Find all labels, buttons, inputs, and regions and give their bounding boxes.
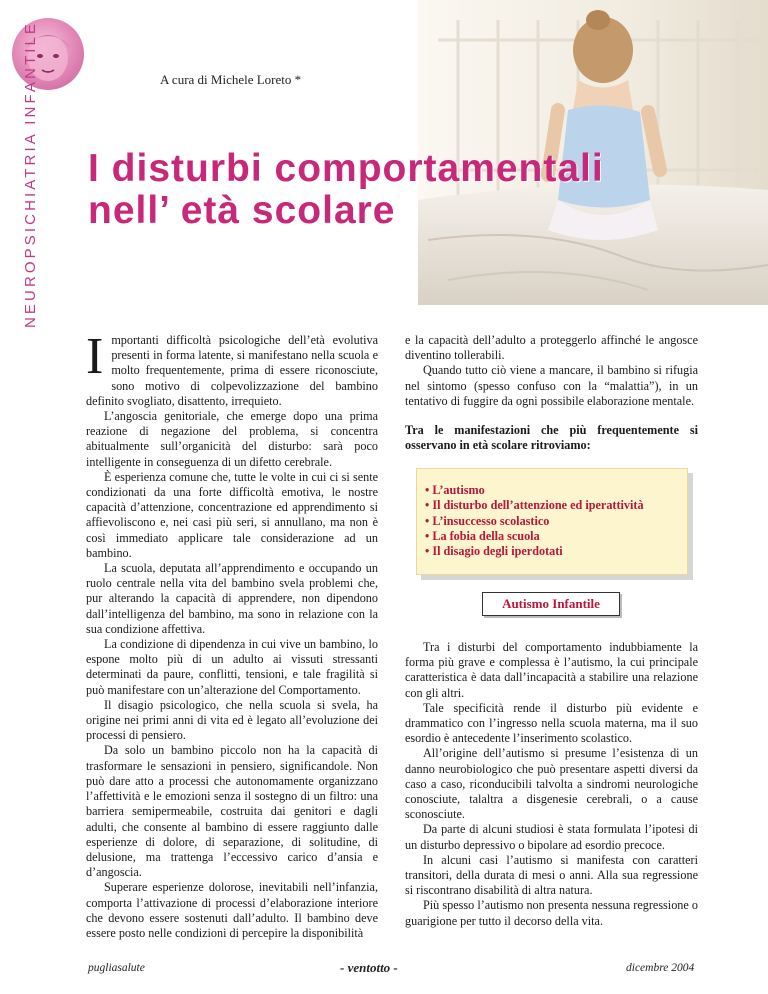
paragraph: Il disagio psicologico, che nella scuola si svela, ha origine nei primi anni di vita ed è legato all’evoluzione dei processi di pensiero. (86, 697, 378, 743)
paragraph: Da parte di alcuni studiosi è stata formulata l’ipotesi di un disturbo depressivo o bipolare ad esordio precoce. (405, 822, 698, 852)
disorders-list (425, 483, 687, 559)
paragraph: Tale specificità rende il disturbo più evidente e drammatico con l’ingresso nella scuola materna, ma il suo esordio è antecedente l’inserimento scolastico. (405, 700, 698, 746)
paragraph: Quando tutto ciò viene a mancare, il bambino si rifugia nel sintomo (spesso confuso con la “malattia”), in un tentativo di fuggire da ogni possibile elaborazione mentale. (405, 363, 698, 408)
paragraph: Superare esperienze dolorose, inevitabili nell’infanzia, comporta l’attivazione di processi d’elaborazione interiore che devono essere sostenuti dall’adulto. Il bambino deve essere posto nelle condizioni di percepire la disponibilità (86, 880, 378, 940)
list-item: • L’insuccesso scolastico (425, 514, 687, 529)
list-item: • La fobia della scuola (425, 529, 687, 544)
section-side-label: NEUROPSICHIATRIA INFANTILE (22, 20, 39, 328)
left-column (86, 328, 378, 941)
paragraph: In alcuni casi l’autismo si manifesta con caratteri transitori, della durata di mesi o anni. Alla sua regressione si riscontrano disabilità di altra natura. (405, 852, 698, 898)
title-line-1: I disturbi comportamentali (88, 147, 604, 190)
paragraph: L’angoscia genitoriale, che emerge dopo una prima reazione di negazione del problema, si concentra abitualmente sull’organicità del disturbo: sarà poco intelligente in conseguenza di un difetto cerebrale. (86, 409, 378, 469)
paragraph: Più spesso l’autismo non presenta nessuna regressione o guarigione per tutto il decorso della vita. (405, 898, 698, 928)
paragraph: È esperienza comune che, tutte le volte in cui ci si sente condizionati da una forte difficoltà emotiva, le nostre capacità d’attenzione, concentrazione ed apprendimento si affievoliscono e, nei casi più seri, si annullano, ma non è così immediato applicare tale considerazione ad un bambino. (86, 469, 378, 560)
footer-date: dicembre 2004 (626, 962, 695, 974)
list-item: • Il disturbo dell’attenzione ed iperattività (425, 498, 687, 513)
disorders-list-box (416, 468, 688, 575)
section-title-autism: Autismo Infantile (482, 592, 620, 616)
paragraph: All’origine dell’autismo si presume l’esistenza di un danno neurobiologico che può presentare aspetti diversi da caso a caso, riconducibili talvolta a sindromi neurologiche conosciute, talaltra a disgenesie cerebrali, o a cause sconosciute. (405, 746, 698, 822)
autism-column (405, 640, 698, 929)
title-line-2: nell’ età scolare (88, 189, 396, 232)
footer-magazine: pugliasalute (88, 962, 145, 974)
paragraph: e la capacità dell’adulto a proteggerlo affinché le angosce diventino tollerabili. (405, 333, 698, 363)
article-title (88, 148, 604, 232)
list-heading: Tra le manifestazioni che più frequentemente si osservano in età scolare ritroviamo: (405, 423, 698, 453)
curator-credit: A cura di Michele Loreto * (160, 72, 302, 87)
right-column (405, 333, 698, 453)
drop-cap: I (86, 328, 104, 385)
paragraph: La condizione di dipendenza in cui vive un bambino, lo espone molto più di un adulto ai vissuti stressanti determinati da paure, conflitti, tensioni, e tale fragilità si può manifestare con un’alterazione del Comportamento. (86, 637, 378, 697)
list-item: • L’autismo (425, 483, 687, 498)
list-item: • Il disagio degli iperdotati (425, 544, 687, 559)
intro-paragraph: Importanti difficoltà psicologiche dell’età evolutiva presenti in forma latente, si manifestano nella scuola e molto frequentemente, prima di essere riconosciute, sono motivo di colpevolizzazione del bambino definito svogliato, disattento, irrequieto. (86, 328, 378, 408)
paragraph: Tra i disturbi del comportamento indubbiamente la forma più grave e complessa è l’autismo, la cui principale caratteristica è data dall’incapacità a stabilire una relazione con gli altri. (405, 640, 698, 700)
footer-page-number: - ventotto - (340, 960, 398, 975)
paragraph: Da solo un bambino piccolo non ha la capacità di trasformare le sensazioni in pensiero, significandole. Non può dare atto a processi che autonomamente organizzano l’affettività e le emozioni senza il sostegno di un filtro: una barriera semipermeabile, costruita dai genitori e dagli adulti, che consente al bambino di essere raggiunto dalle esperienze di dolore, di separazione, di solitudine, di delusione, ma trattenga l’eccessivo carico d’ansia e d’angoscia. (86, 743, 378, 880)
paragraph: La scuola, deputata all’apprendimento e occupando un ruolo centrale nella vita del bambino svela problemi che, pur alterando la capacità di apprendere, non dipendono dall’intelligenza del bambino, ma sono in relazione con la sua condizione affettiva. (86, 561, 378, 636)
